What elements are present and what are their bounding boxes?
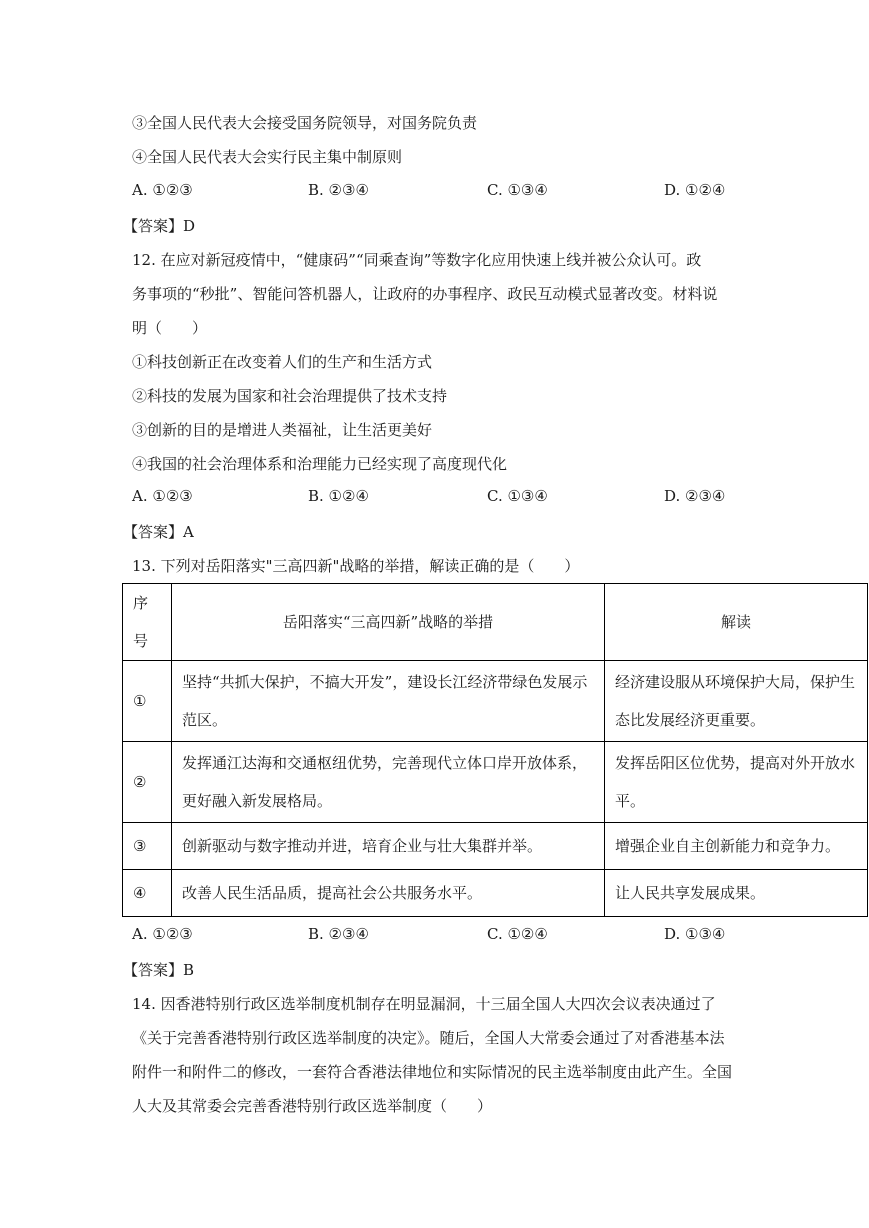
- table-row: [123, 742, 868, 823]
- table-cell-interpretation: 让人民共享发展成果。: [605, 870, 868, 917]
- q14-stem-line-1: 14. 因香港特别行政区选举制度机制存在明显漏洞，十三届全国人大四次会议表决通过了: [132, 995, 716, 1013]
- q12-stem-line-3: 明（ ）: [132, 319, 208, 337]
- q13-table: [122, 583, 868, 917]
- q12-options: [132, 487, 772, 509]
- q12-option-d: D. ②③④: [664, 487, 726, 505]
- q13-stem: 13. 下列对岳阳落实"三高四新"战略的举措，解读正确的是（ ）: [132, 557, 580, 575]
- table-cell-interpretation: 发挥岳阳区位优势，提高对外开放水平。: [605, 742, 868, 823]
- table-cell-index: ④: [123, 870, 172, 917]
- q13-options: [132, 925, 772, 947]
- q11-statement-4: ④全国人民代表大会实行民主集中制原则: [132, 148, 403, 166]
- q14-stem-line-3: 附件一和附件二的修改，一套符合香港法律地位和实际情况的民主选举制度由此产生。全国: [132, 1063, 733, 1081]
- q12-option-b: B. ①②④: [308, 487, 369, 505]
- table-cell-measure: 发挥通江达海和交通枢纽优势，完善现代立体口岸开放体系，更好融入新发展格局。: [172, 742, 605, 823]
- table-row: [123, 870, 868, 917]
- table-row: [123, 661, 868, 742]
- table-cell-interpretation: 增强企业自主创新能力和竞争力。: [605, 823, 868, 870]
- table-cell-measure: 创新驱动与数字推动并进，培育企业与壮大集群并举。: [172, 823, 605, 870]
- q12-answer: 【答案】A: [123, 523, 194, 541]
- q13-option-b: B. ②③④: [308, 925, 369, 943]
- q13-option-a: A. ①②③: [132, 925, 193, 943]
- table-cell-measure: 改善人民生活品质，提高社会公共服务水平。: [172, 870, 605, 917]
- table-cell-index: ①: [123, 661, 172, 742]
- table-header-index: 序号: [123, 584, 172, 661]
- q12-statement-4: ④我国的社会治理体系和治理能力已经实现了高度现代化: [132, 455, 508, 473]
- table-row: [123, 823, 868, 870]
- table-header-interpretation: 解读: [605, 584, 868, 661]
- table-header-row: [123, 584, 868, 661]
- table-cell-index: ③: [123, 823, 172, 870]
- q12-option-c: C. ①③④: [487, 487, 548, 505]
- q11-option-b: B. ②③④: [308, 181, 369, 199]
- q11-options: [132, 181, 772, 203]
- q12-option-a: A. ①②③: [132, 487, 193, 505]
- q12-stem-line-1: 12. 在应对新冠疫情中，“健康码”“同乘查询”等数字化应用快速上线并被公众认可。政: [132, 251, 702, 269]
- table-header-measure: 岳阳落实“三高四新”战略的举措: [172, 584, 605, 661]
- q11-option-a: A. ①②③: [132, 181, 193, 199]
- q11-option-c: C. ①③④: [487, 181, 548, 199]
- q12-statement-3: ③创新的目的是增进人类福祉，让生活更美好: [132, 421, 433, 439]
- q12-statement-1: ①科技创新正在改变着人们的生产和生活方式: [132, 353, 433, 371]
- table-cell-index: ②: [123, 742, 172, 823]
- table-cell-interpretation: 经济建设服从环境保护大局，保护生态比发展经济更重要。: [605, 661, 868, 742]
- q13-answer: 【答案】B: [123, 961, 195, 979]
- q14-stem-line-4: 人大及其常委会完善香港特别行政区选举制度（ ）: [132, 1097, 493, 1115]
- q11-answer: 【答案】D: [123, 217, 196, 235]
- q12-statement-2: ②科技的发展为国家和社会治理提供了技术支持: [132, 387, 448, 405]
- q13-option-d: D. ①③④: [664, 925, 726, 943]
- table-cell-measure: 坚持“共抓大保护，不搞大开发”，建设长江经济带绿色发展示范区。: [172, 661, 605, 742]
- q11-option-d: D. ①②④: [664, 181, 726, 199]
- q13-option-c: C. ①②④: [487, 925, 548, 943]
- q14-stem-line-2: 《关于完善香港特别行政区选举制度的决定》。随后，全国人大常委会通过了对香港基本法: [132, 1029, 725, 1047]
- q11-statement-3: ③全国人民代表大会接受国务院领导，对国务院负责: [132, 114, 478, 132]
- q12-stem-line-2: 务事项的“秒批”、智能问答机器人，让政府的办事程序、政民互动模式显著改变。材料说: [132, 285, 718, 303]
